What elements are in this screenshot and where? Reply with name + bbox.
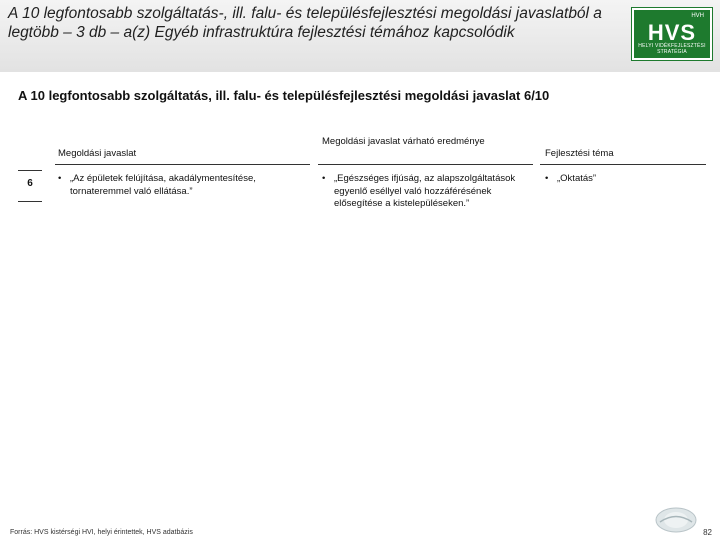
cell-result-text: „Egészséges ifjúság, az alapszolgáltatások egyenlő eséllyel való hozzáférésének elősegítése a kistelepüléseken.” <box>334 173 516 209</box>
column-header-solution: Megoldási javaslat <box>58 148 137 159</box>
cell-solution <box>58 173 308 198</box>
cell-result <box>322 173 534 211</box>
bullet: • <box>322 173 326 184</box>
logo-main-text: HVS <box>647 20 697 45</box>
cell-topic-text: „Oktatás” <box>557 173 597 184</box>
source-footnote: Forrás: HVS kistérségi HVI, helyi érintettek, HVS adatbázis <box>10 529 193 536</box>
header-rule-col2 <box>318 164 533 165</box>
header-rule-col1 <box>55 164 310 165</box>
logo-sub-text: HELYI VIDÉKFEJLESZTÉSI STRATÉGIA <box>638 43 706 55</box>
cell-topic <box>545 173 705 186</box>
header-rule-col3 <box>540 164 706 165</box>
cell-solution-text: „Az épületek felújítása, akadálymentesítése, tornateremmel való ellátása.” <box>70 173 256 197</box>
column-header-result: Megoldási javaslat várható eredménye <box>322 136 485 147</box>
bullet: • <box>58 173 62 184</box>
bullet: • <box>545 173 549 184</box>
footer-globe-logo-icon <box>652 505 700 535</box>
hvs-logo <box>632 8 712 60</box>
page-number: 82 <box>703 528 712 537</box>
header-band <box>0 0 720 72</box>
column-header-topic: Fejlesztési téma <box>545 148 614 159</box>
row-number: 6 <box>18 170 42 202</box>
page-subtitle: A 10 legfontosabb szolgáltatás, ill. falu- és településfejlesztési megoldási javaslat 6/10 <box>18 88 550 103</box>
logo-top-text: HVH <box>691 13 704 19</box>
header-title: A 10 legfontosabb szolgáltatás-, ill. falu- és településfejlesztési megoldási javaslatból a legtöbb – 3 db – a(z) Egyéb infrastruktúra fejlesztési témához kapcsolódik <box>8 5 602 41</box>
